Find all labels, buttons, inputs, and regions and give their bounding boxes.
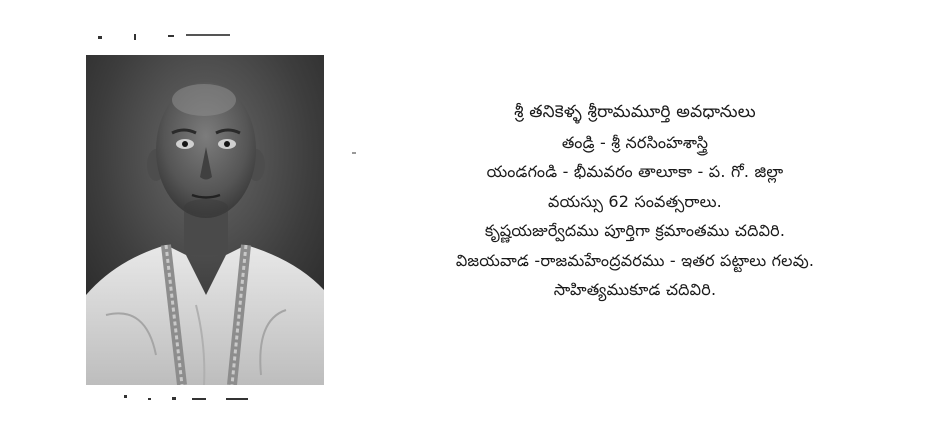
scan-speck <box>192 398 206 400</box>
scan-speck <box>134 34 136 40</box>
bio-place-line: యండగండి - భీమవరం తాలూకా - ప. గో. జిల్లా <box>486 162 784 181</box>
bio-father-line: తండ్రి - శ్రీ నరసింహశాస్త్రి <box>561 132 709 152</box>
scan-speck <box>98 36 102 39</box>
bio-literature-line: సాహిత్యముకూడ చదివిరి. <box>553 280 717 299</box>
scan-speck <box>186 34 230 36</box>
scan-speck <box>172 397 176 400</box>
bio-study-line: కృష్ణయజుర్వేదము పూర్తిగా క్రమాంతము చదివిరి. <box>484 221 786 240</box>
bio-name-line: శ్రీ తనికెళ్ళ శ్రీరామమూర్తి అవధానులు <box>514 102 756 122</box>
bio-text-block <box>400 98 870 305</box>
bio-age-line: వయస్సు 62 సంవత్సరాలు. <box>548 191 722 211</box>
scan-speck <box>148 398 151 400</box>
bio-titles-line: విజయవాడ -రాజమహేంద్రవరము - ఇతర పట్టాలు గలవు. <box>455 250 815 270</box>
scan-speck <box>226 398 248 400</box>
scan-speck <box>352 152 356 154</box>
portrait-photo <box>86 55 324 385</box>
scan-speck <box>168 35 174 37</box>
scan-speck <box>124 395 127 398</box>
